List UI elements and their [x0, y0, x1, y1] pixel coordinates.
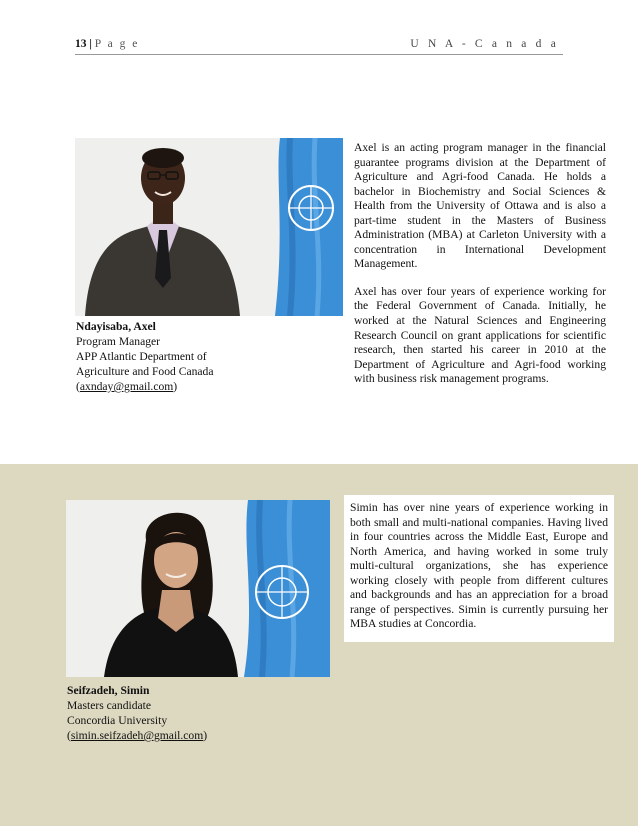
profile-email-line: (axnday@gmail.com)	[76, 380, 178, 393]
email-link[interactable]: simin.seifzadeh@gmail.com	[70, 729, 204, 742]
profile-email-line: (simin.seifzadeh@gmail.com)	[67, 729, 208, 742]
bio-paragraph: Axel has over four years of experience working for the Federal Government of Canada. Initially, he worked at the Natural Sciences and Engineering Research Council on grant applications for scientific research, then started his career in 2010 at the Department of Agriculture and Agri-food working with business risk management programs.	[354, 284, 606, 386]
profile-photo-simin	[66, 500, 330, 677]
header-org: U N A - C a n a d a	[410, 38, 559, 50]
page-header	[75, 38, 563, 55]
portrait-woman-image	[66, 500, 330, 677]
profile-section-band	[0, 464, 638, 826]
profile-name: Ndayisaba, Axel	[76, 320, 156, 333]
profile-bio-simin	[344, 495, 614, 642]
profile-affiliation-line2: Agriculture and Food Canada	[76, 365, 214, 378]
profile-bio-axel	[354, 141, 606, 400]
profile-name: Seifzadeh, Simin	[67, 684, 150, 697]
profile-photo-axel	[75, 138, 343, 316]
bio-paragraph: Axel is an acting program manager in the financial guarantee programs division at the Department of Agriculture and Agri-food Canada. He holds a bachelor in Biochemistry and Social Sciences & Health from the University of Ottawa and is also a part-time student in the Masters of Business Administration (MBA) at Carleton University with a concentration in International Development Management.	[354, 141, 606, 271]
profile-affiliation: Concordia University	[67, 714, 168, 727]
profile-role: Program Manager	[76, 335, 161, 348]
bio-paragraph: Simin has over nine years of experience working in both small and multi-national companies. Having lived in four countries across the Middle East, Europe and North America, and having worked in some truly multi-cultural organizations, she has experience working closely with people from different cultures and backgrounds and has an appreciation for a broad range of perspectives. Simin is currently pursuing her MBA studies at Concordia.	[350, 501, 608, 631]
portrait-man-image	[75, 138, 343, 316]
profile-caption-axel	[76, 319, 336, 394]
page-number-label: 13 | P a g e	[75, 38, 140, 50]
profile-caption-simin	[67, 683, 327, 743]
profile-affiliation-line1: APP Atlantic Department of	[76, 350, 207, 363]
profile-role: Masters candidate	[67, 699, 152, 712]
email-link[interactable]: axnday@gmail.com	[79, 380, 174, 393]
